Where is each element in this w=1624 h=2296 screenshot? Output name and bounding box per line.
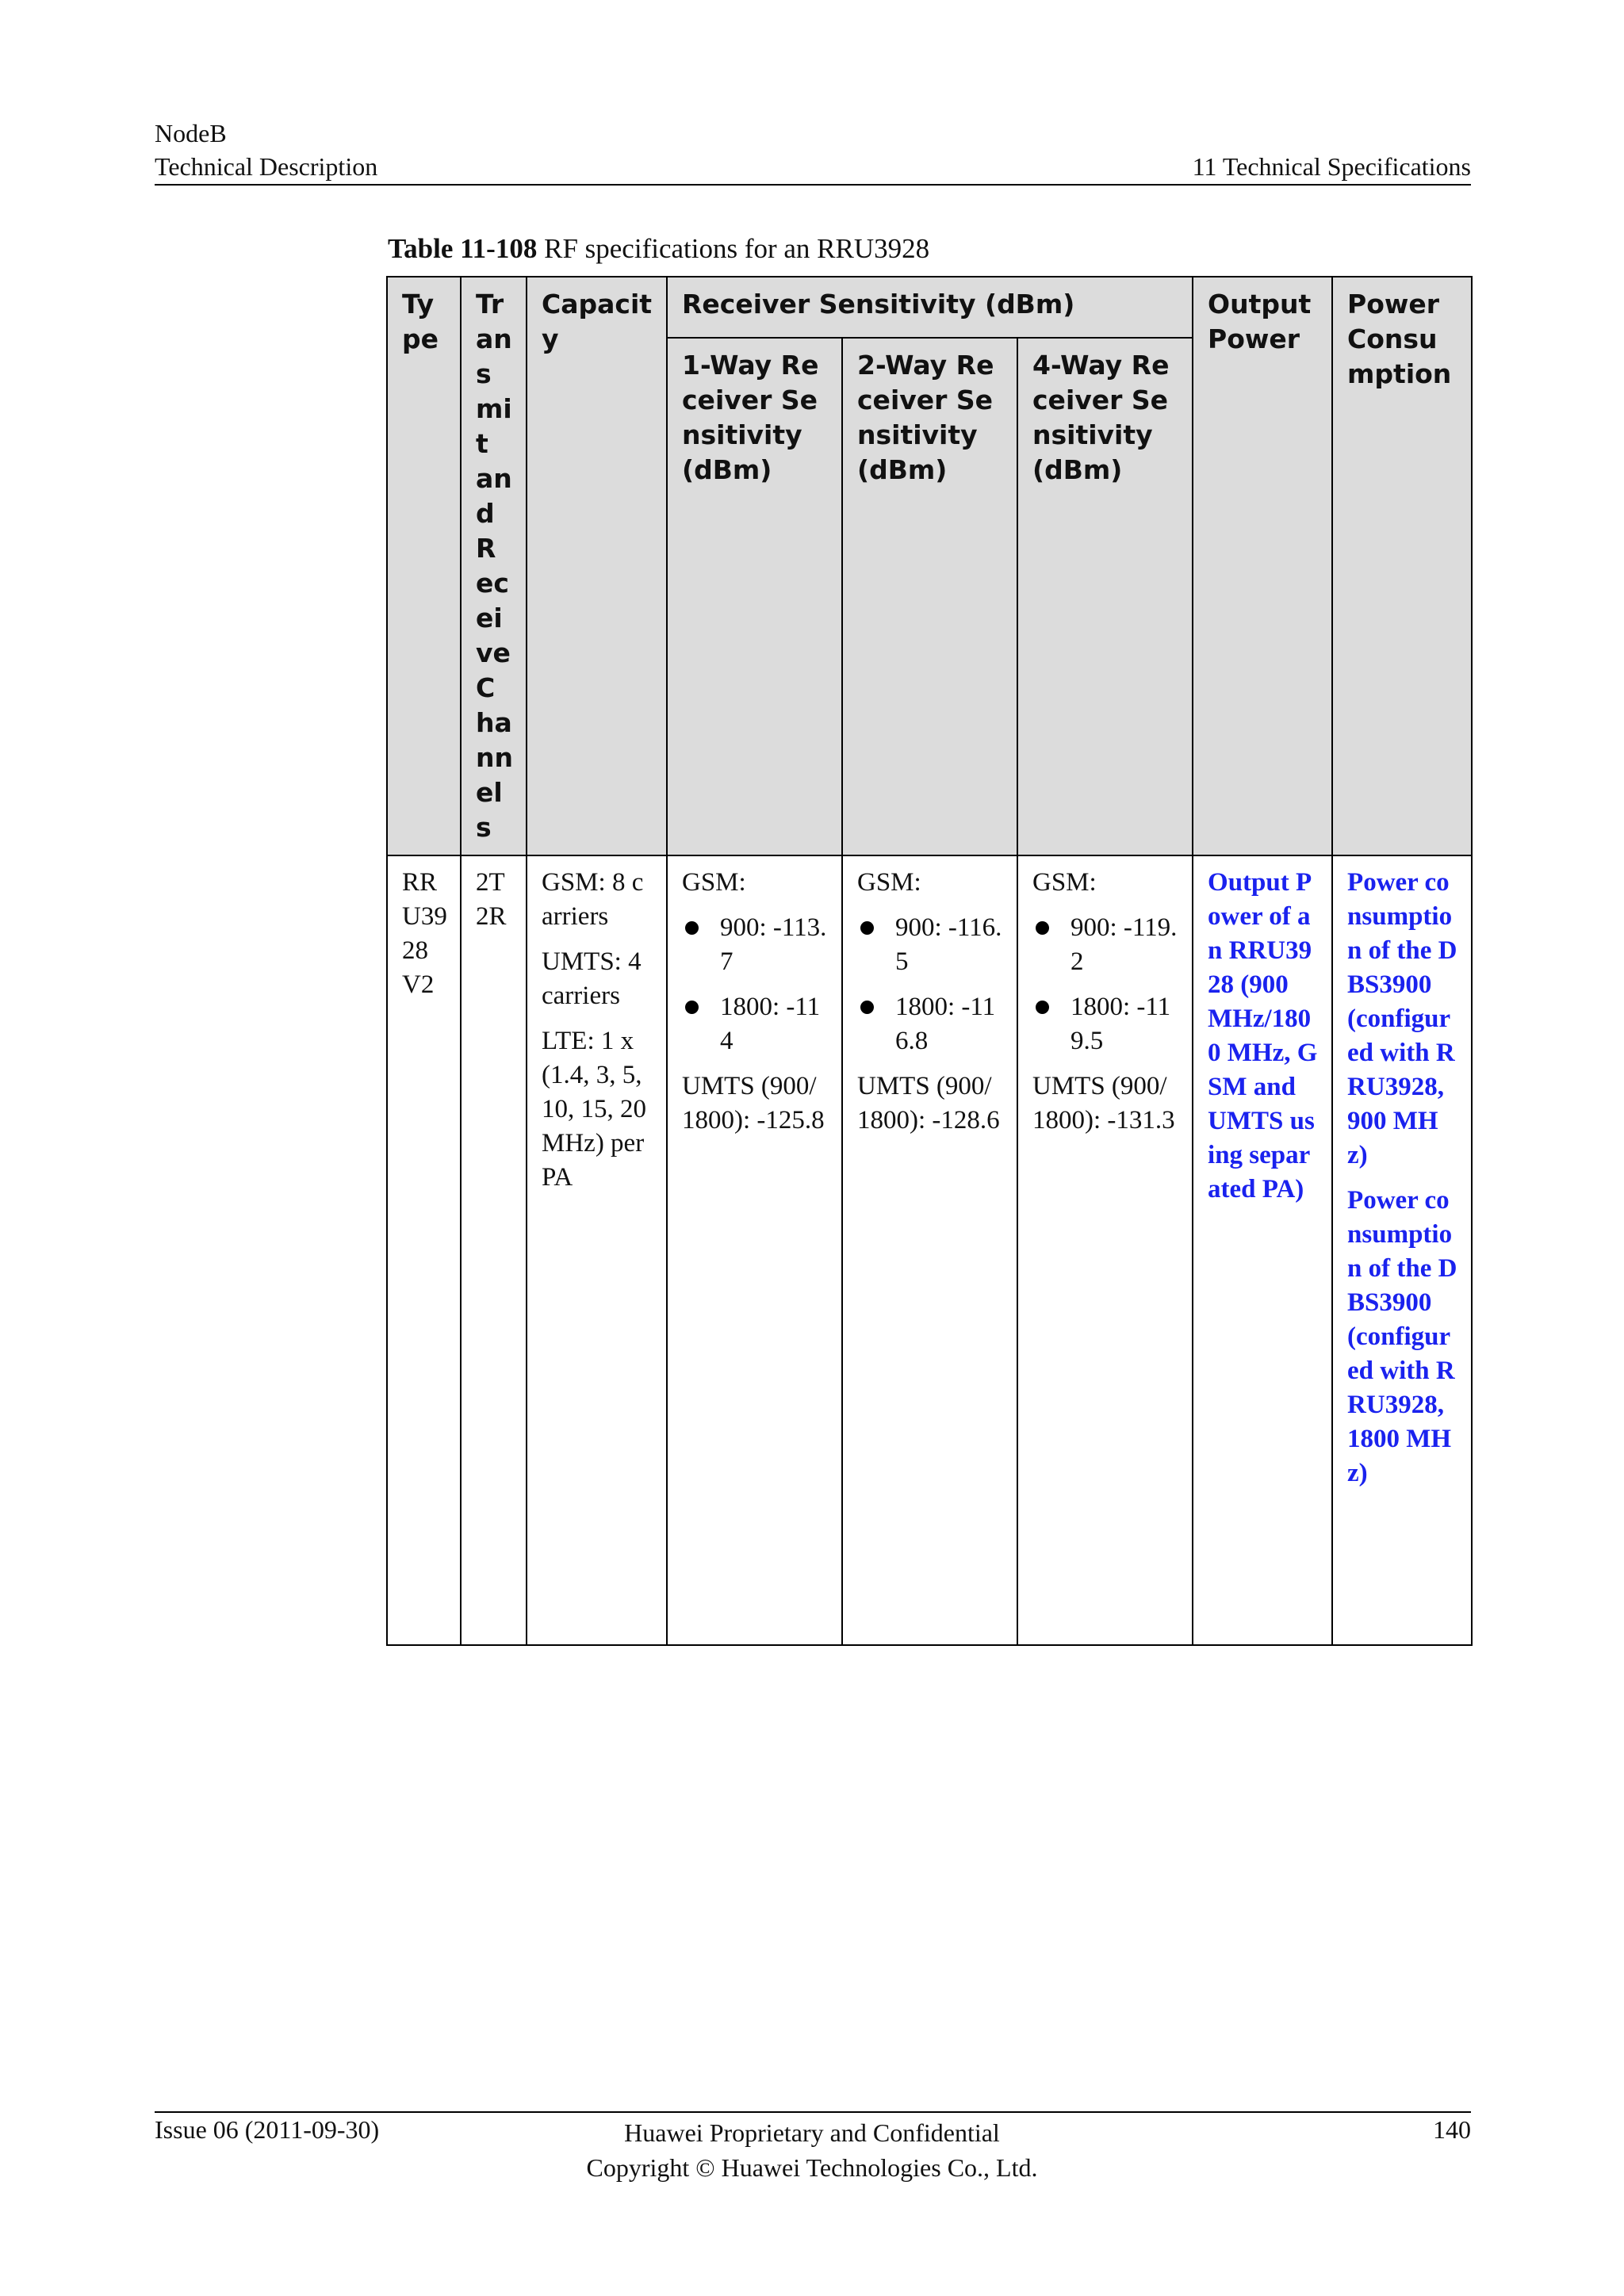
table-row	[387, 855, 1472, 1645]
umts-value: UMTS (900/1800): -128.6	[857, 1072, 1000, 1135]
band-list	[857, 911, 1004, 1058]
cell-power-consumption	[1332, 855, 1472, 1645]
bullet-icon	[860, 921, 874, 935]
cell-capacity	[527, 855, 667, 1645]
gsm-label: GSM:	[682, 868, 746, 897]
list-item	[857, 990, 1004, 1058]
header-rule	[155, 184, 1471, 186]
list-item	[682, 911, 829, 979]
table-caption-label: Table 11-108	[388, 233, 538, 264]
band-1800-value: 1800: -116.8	[895, 993, 996, 1055]
col-header-channels: Transmit and Receive Channels	[461, 277, 527, 855]
rf-spec-table	[386, 276, 1473, 1646]
list-item	[1032, 911, 1179, 979]
cell-1way-sensitivity	[667, 855, 842, 1645]
cell-4way-sensitivity	[1017, 855, 1193, 1645]
cell-channels: 2T2R	[461, 855, 527, 1645]
bullet-icon	[1036, 921, 1049, 935]
band-900-value: 900: -119.2	[1071, 913, 1178, 976]
col-header-type: Type	[387, 277, 461, 855]
list-item	[1032, 990, 1179, 1058]
col-header-1way: 1-Way Receiver Sensitivity (dBm)	[667, 338, 842, 855]
footer-page-number: 140	[1433, 2115, 1471, 2144]
list-item	[857, 911, 1004, 979]
output-power-link[interactable]: Output Power of an RRU3928 (900 MHz/1800 MHz, GSM and UMTS using separated PA)	[1208, 868, 1318, 1203]
header-doc-title: Technical Description	[155, 152, 378, 181]
table-caption-text: RF specifications for an RRU3928	[537, 233, 930, 264]
capacity-umts: UMTS: 4 carriers	[542, 947, 642, 1010]
col-header-4way: 4-Way Receiver Sensitivity (dBm)	[1017, 338, 1193, 855]
footer-issue: Issue 06 (2011-09-30)	[155, 2115, 380, 2144]
footer-rule	[155, 2111, 1471, 2113]
footer-center	[0, 2115, 1624, 2185]
col-header-capacity: Capacity	[527, 277, 667, 855]
band-list	[682, 911, 829, 1058]
col-header-receiver-sensitivity: Receiver Sensitivity (dBm)	[667, 277, 1193, 338]
umts-value: UMTS (900/1800): -125.8	[682, 1072, 825, 1135]
cell-type: RRU3928 V2	[387, 855, 461, 1645]
footer-copyright: Copyright © Huawei Technologies Co., Ltd.	[586, 2153, 1038, 2182]
band-900-value: 900: -113.7	[720, 913, 827, 976]
col-header-2way: 2-Way Receiver Sensitivity (dBm)	[842, 338, 1017, 855]
capacity-lte: LTE: 1 x (1.4, 3, 5, 10, 15, 20 MHz) per PA	[542, 1027, 646, 1192]
header-product: NodeB	[155, 119, 227, 147]
table-header-row	[387, 277, 1472, 338]
cell-2way-sensitivity	[842, 855, 1017, 1645]
footer-confidential: Huawei Proprietary and Confidential	[624, 2118, 1000, 2147]
umts-value: UMTS (900/1800): -131.3	[1032, 1072, 1175, 1135]
header-chapter: 11 Technical Specifications	[1192, 152, 1471, 181]
bullet-icon	[685, 1001, 699, 1014]
gsm-label: GSM:	[1032, 868, 1097, 897]
capacity-gsm: GSM: 8 carriers	[542, 868, 644, 931]
band-900-value: 900: -116.5	[895, 913, 1002, 976]
col-header-power-consumption: Power Consumption	[1332, 277, 1472, 855]
table-caption	[388, 233, 929, 265]
bullet-icon	[685, 921, 699, 935]
bullet-icon	[1036, 1001, 1049, 1014]
power-consumption-900-link[interactable]: Power consumption of the DBS3900 (configured with RRU3928, 900 MHz)	[1347, 868, 1457, 1169]
band-list	[1032, 911, 1179, 1058]
power-consumption-1800-link[interactable]: Power consumption of the DBS3900 (configured with RRU3928, 1800 MHz)	[1347, 1186, 1457, 1487]
band-1800-value: 1800: -114	[720, 993, 821, 1055]
band-1800-value: 1800: -119.5	[1071, 993, 1171, 1055]
list-item	[682, 990, 829, 1058]
cell-output-power	[1193, 855, 1332, 1645]
gsm-label: GSM:	[857, 868, 921, 897]
bullet-icon	[860, 1001, 874, 1014]
col-header-output-power: Output Power	[1193, 277, 1332, 855]
